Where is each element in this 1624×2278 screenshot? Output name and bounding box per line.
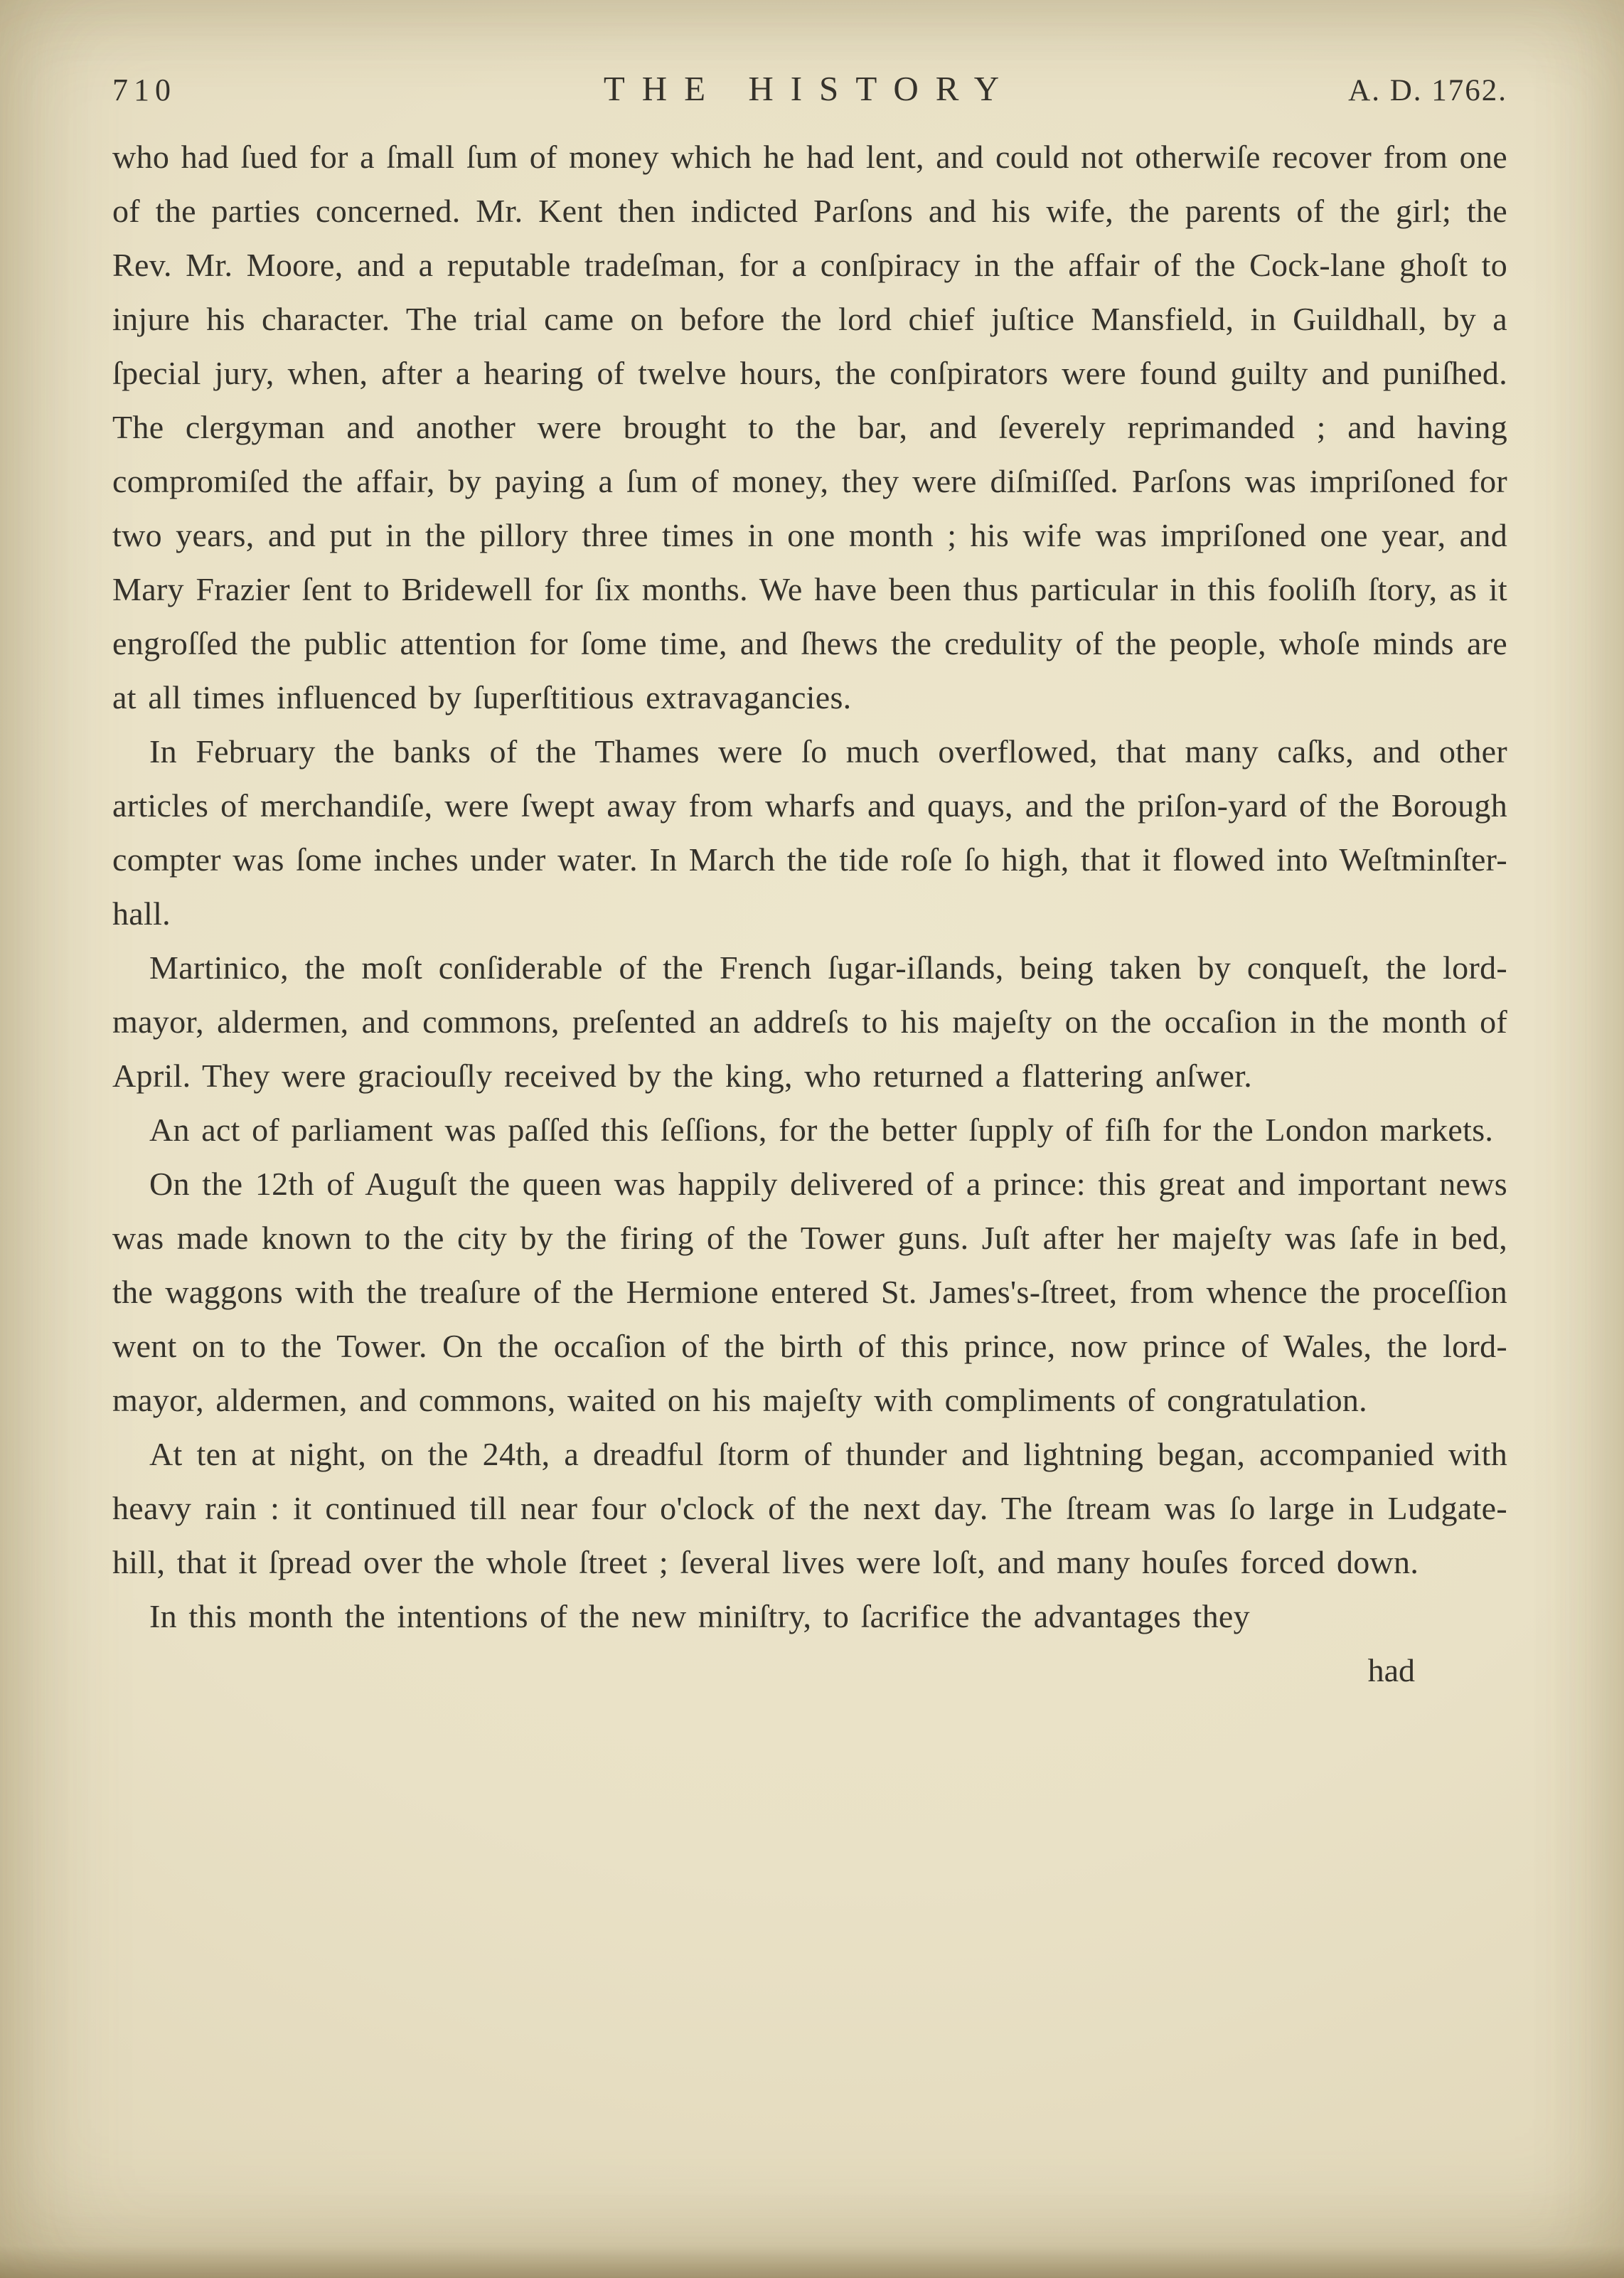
paragraph: who had ſued for a ſmall ſum of money which he had lent, and could not otherwiſe recover from one of the parties concerned. Mr. Kent then indicted Parſons and his wife, the parents of the girl; the Rev. Mr. Moore, and a reputable tradeſman, for a conſpiracy in the affair of the Cock-lane ghoſt to injure his character. The trial came on before the lord chief juſtice Mansfield, in Guildhall, by a ſpecial jury, when, after a hearing of twelve hours, the conſpirators were found guilty and puniſhed. The clergyman and another were brought to the bar, and ſeverely reprimanded ; and having compromiſed the affair, by paying a ſum of money, they were diſmiſſed. Parſons was impriſoned for two years, and put in the pillory three times in one month ; his wife was impriſoned one year, and Mary Frazier ſent to Bridewell for ſix months. We have been thus particular in this fooliſh ſtory, as it engroſſed the public attention for ſome time, and ſhews the credulity of the people, whoſe minds are at all times influenced by ſuperſtitious extravagancies.: [112, 139, 1507, 715]
catchword: had: [1367, 1652, 1415, 1688]
page-number: 710: [112, 73, 176, 107]
paragraph: An act of parliament was paſſed this ſeſſions, for the better ſupply of fiſh for the London markets.: [149, 1112, 1494, 1148]
paragraph: In this month the intentions of the new miniſtry, to ſacrifice the advantages they: [149, 1598, 1250, 1634]
page-header: [112, 68, 1507, 109]
page-content: [112, 68, 1507, 1698]
scan-edge-shadow: [0, 2245, 1624, 2278]
paragraph: At ten at night, on the 24th, a dreadful ſtorm of thunder and lightning began, accompanied with heavy rain : it continued till near four o'clock of the next day. The ſtream was ſo large in Ludgate-hill, that it ſpread over the whole ſtreet ; ſeveral lives were loſt, and many houſes forced down.: [112, 1436, 1507, 1580]
paragraph: In February the banks of the Thames were ſo much overflowed, that many caſks, and other articles of merchandiſe, were ſwept away from wharfs and quays, and the priſon-yard of the Borough compter was ſome inches under water. In March the tide roſe ſo high, that it flowed into Weſtminſter-hall.: [112, 733, 1507, 932]
date-header: A. D. 1762.: [1348, 74, 1507, 107]
paragraph: Martinico, the moſt conſiderable of the French ſugar-iſlands, being taken by conqueſt, the lord-mayor, aldermen, and commons, preſented an addreſs to his majeſty on the occaſion in the month of April. They were graciouſly received by the king, who returned a flattering anſwer.: [112, 949, 1507, 1094]
running-title: THE HISTORY: [603, 69, 1017, 108]
paragraph: On the 12th of Auguſt the queen was happily delivered of a prince: this great and important news was made known to the city by the firing of the Tower guns. Juſt after her majeſty was ſafe in bed, the waggons with the treaſure of the Hermione entered St. James's-ſtreet, from whence the proceſſion went on to the Tower. On the occaſion of the birth of this prince, now prince of Wales, the lord-mayor, aldermen, and commons, waited on his majeſty with compliments of congratulation.: [112, 1166, 1507, 1418]
text-block: [112, 130, 1507, 1644]
